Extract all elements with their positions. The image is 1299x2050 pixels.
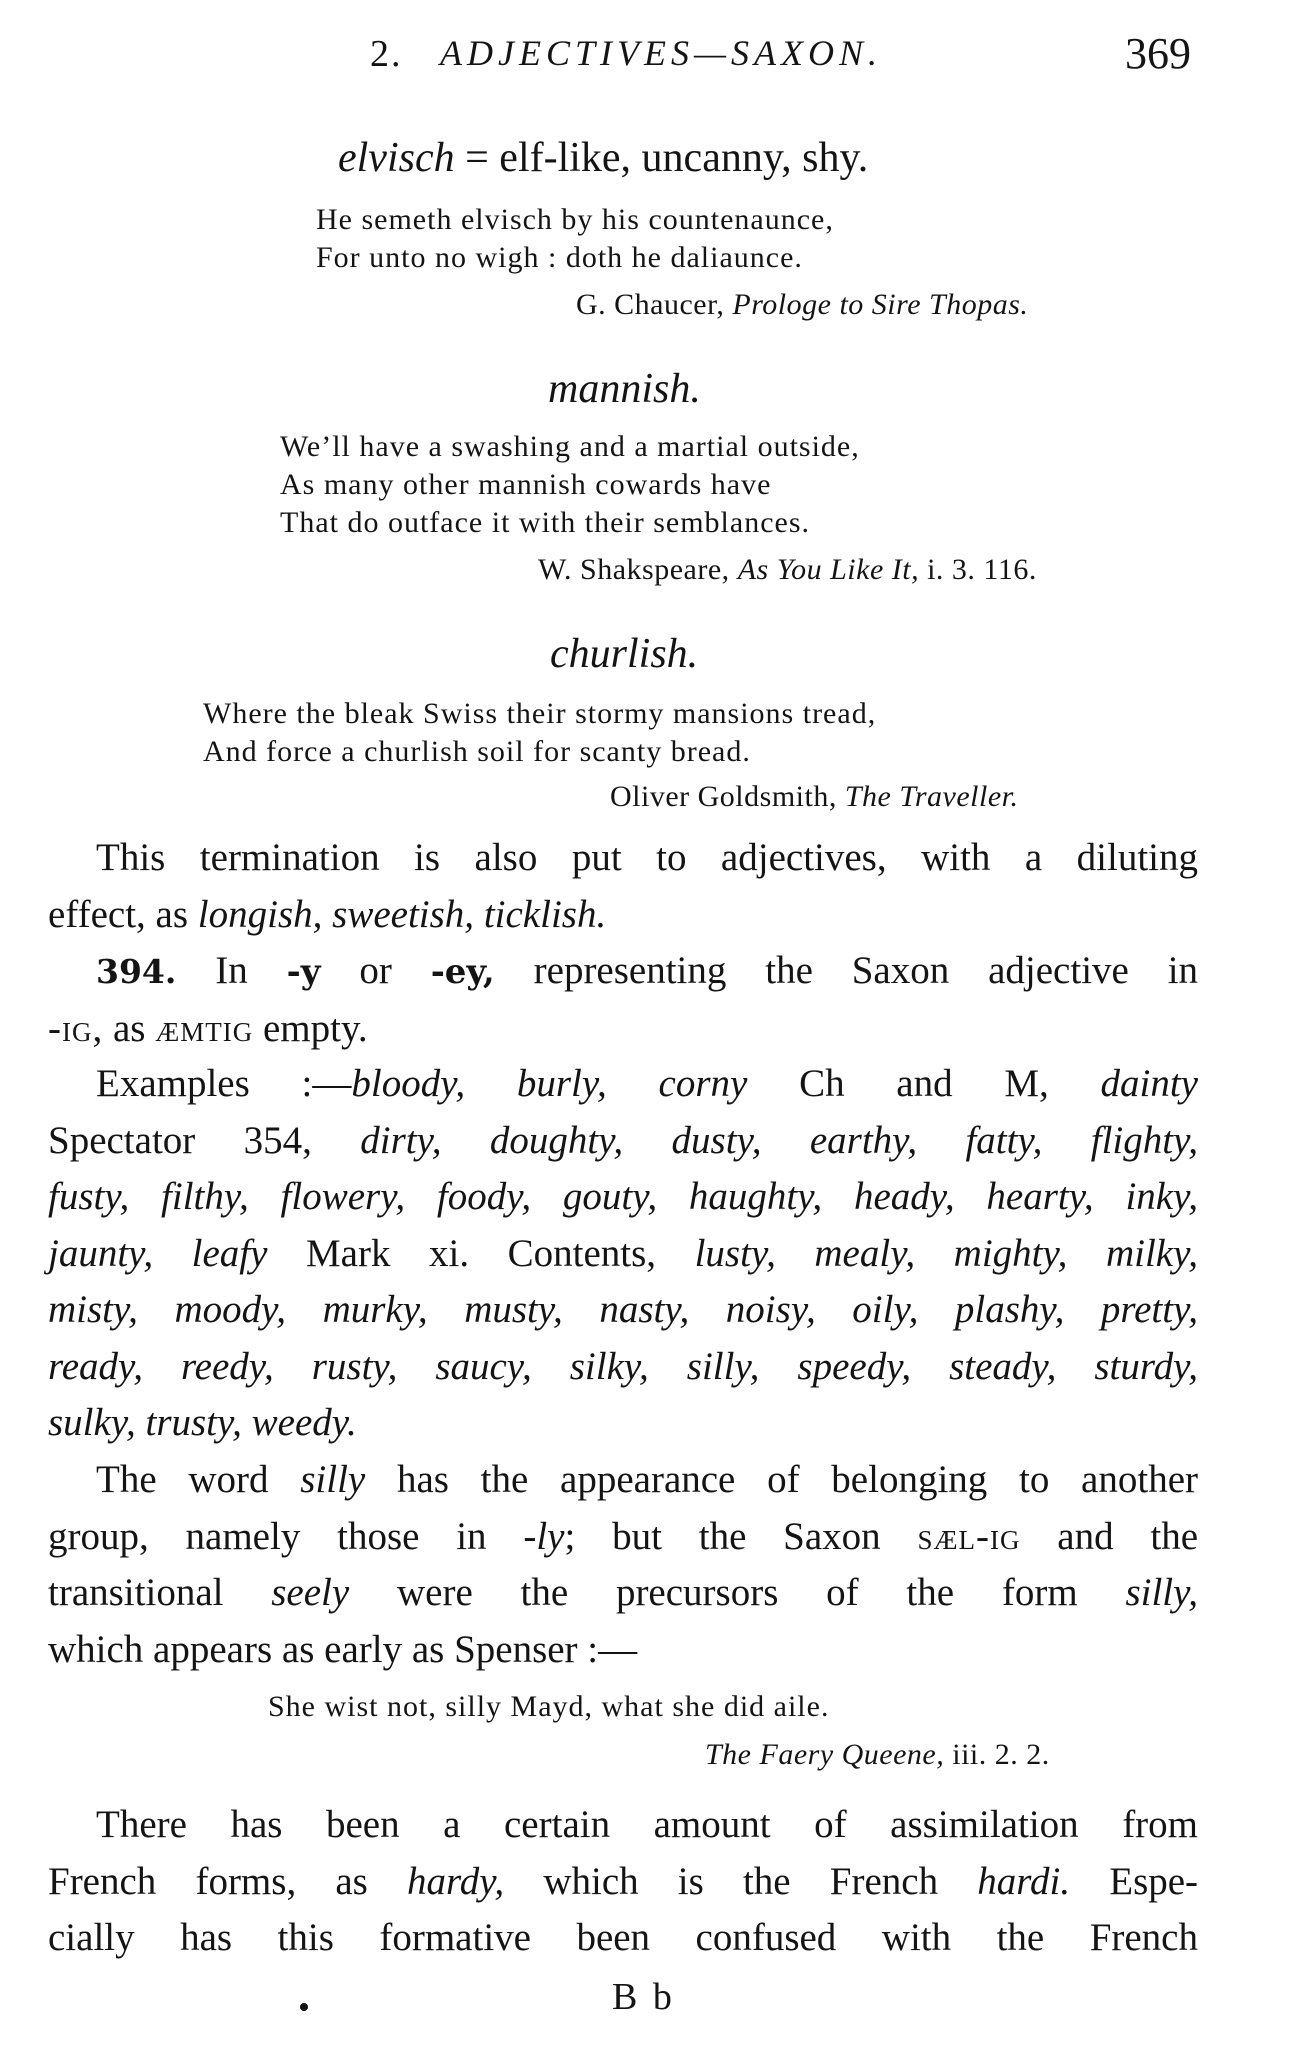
verse-block-shakspeare <box>280 428 860 542</box>
running-title: ADJECTIVES—SAXON. <box>440 33 882 73</box>
citation-work: Prologe to Sire Thopas. <box>732 288 1029 321</box>
citation-author: Oliver Goldsmith, <box>610 780 837 813</box>
headword-term: churlish. <box>550 631 699 677</box>
examples-paragraph <box>48 1056 1198 1452</box>
running-header <box>0 22 1299 82</box>
headword-churlish <box>550 630 698 678</box>
chapter-number: 2. <box>370 33 403 75</box>
verse-line: We’ll have a swashing and a martial outside, <box>280 430 860 463</box>
verse-line: As many other mannish cowards have <box>280 468 772 501</box>
text-line: misty, moody, murky, musty, nasty, noisy, oily, plashy, pretty, <box>48 1288 1198 1331</box>
text-line: There has been a certain amount of assimilation from <box>96 1803 1198 1846</box>
citation-work: The Faery Queene, <box>705 1738 945 1771</box>
text-line: Spectator 354, dirty, doughty, dusty, earthy, fatty, flighty, <box>48 1118 1198 1162</box>
verse-line: He semeth elvisch by his countenaunce, <box>316 203 834 236</box>
text-line: -ig, as æmtig empty. <box>48 1006 368 1050</box>
headword-term: elvisch <box>338 135 455 181</box>
headword-elvisch <box>338 134 868 182</box>
citation-goldsmith <box>610 779 1019 815</box>
citation-chaucer <box>576 287 1028 323</box>
text-line: ready, reedy, rusty, saucy, silky, silly, speedy, steady, sturdy, <box>48 1344 1198 1388</box>
verse-line: For unto no wigh : doth he daliaunce. <box>316 241 803 274</box>
citation-reference: i. 3. 116. <box>927 553 1037 586</box>
paragraph-diluting <box>48 830 1198 943</box>
text-line: This termination is also put to adjectives, with a diluting <box>96 836 1198 879</box>
text-line: The word silly has the appearance of belonging to another <box>96 1458 1198 1501</box>
citation-spenser <box>705 1737 1050 1773</box>
citation-author: G. Chaucer, <box>576 288 725 321</box>
text-line: French forms, as hardy, which is the French hardi. Espe- <box>48 1859 1199 1903</box>
citation-work: The Traveller. <box>844 780 1019 813</box>
text-line: cially has this formative been confused with the French <box>48 1916 1198 1959</box>
verse-block-goldsmith <box>203 695 876 771</box>
paragraph-french <box>48 1797 1198 1967</box>
verse-line: She wist not, silly Mayd, what she did aile. <box>268 1690 830 1723</box>
citation-work: As You Like It, <box>737 553 920 586</box>
verse-block-chaucer <box>316 201 834 277</box>
verse-line: That do outface it with their semblances. <box>280 506 811 539</box>
page-number: 369 <box>1125 29 1191 78</box>
text-line: jaunty, leafy Mark xi. Contents, lusty, mealy, mighty, milky, <box>48 1231 1199 1275</box>
verse-line: Where the bleak Swiss their stormy mansions tread, <box>203 697 877 730</box>
headword-gloss: = elf-like, uncanny, shy. <box>465 135 869 181</box>
citation-reference: iii. 2. 2. <box>952 1738 1050 1771</box>
text-line: which appears as early as Spenser :— <box>48 1627 638 1671</box>
section-394 <box>48 943 1198 1057</box>
text-line: transitional seely were the precursors of the form silly, <box>48 1571 1199 1614</box>
signature-mark: B b <box>612 1976 675 2018</box>
text-line: group, namely those in -ly; but the Saxon sæl-ig and the <box>48 1514 1199 1558</box>
text-line: fusty, filthy, flowery, foody, gouty, haughty, heady, hearty, inky, <box>48 1175 1198 1218</box>
citation-shakspeare <box>538 552 1037 588</box>
text-line: 394. In -y or -ey, representing the Saxon adjective in <box>96 949 1199 992</box>
verse-block-spenser <box>268 1688 829 1726</box>
text-line: Examples :—bloody, burly, corny Ch and M, dainty <box>96 1062 1198 1105</box>
citation-author: W. Shakspeare, <box>538 553 730 586</box>
paragraph-silly <box>48 1452 1198 1678</box>
headword-mannish <box>548 365 701 413</box>
section-number: 394. <box>96 952 177 991</box>
verse-line: And force a churlish soil for scanty bread. <box>203 735 751 768</box>
ink-speck <box>300 2003 308 2011</box>
text-line: effect, as longish, sweetish, ticklish. <box>48 892 607 936</box>
headword-term: mannish. <box>548 366 701 412</box>
text-line: sulky, trusty, weedy. <box>48 1401 357 1444</box>
